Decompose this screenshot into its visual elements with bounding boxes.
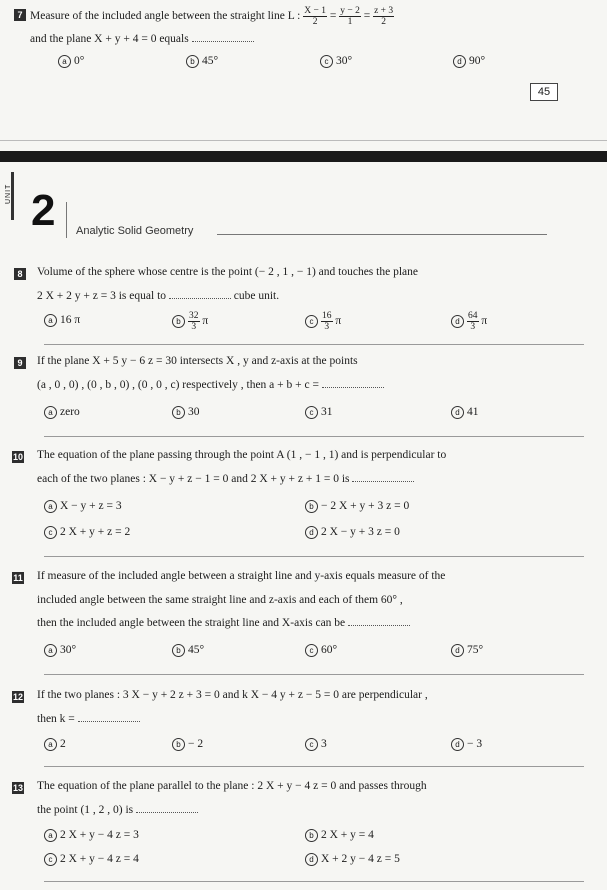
question-text-part: Measure of the included angle between the straight line L :: [30, 10, 301, 23]
answer-blank: [192, 33, 254, 42]
answer-blank: [78, 713, 140, 722]
option-d[interactable]: d 2 X − y + 3 z = 0: [305, 526, 400, 539]
question-text: the point (1 , 2 , 0) is: [37, 804, 198, 816]
question-text: Volume of the sphere whose centre is the point (− 2 , 1 , − 1) and touches the plane: [37, 266, 418, 278]
answer-blank: [169, 290, 231, 299]
unit-label: UNIT: [5, 183, 12, 204]
page-number: 45: [530, 83, 558, 101]
fraction: $\frac{16}{3}$: [322, 311, 332, 332]
option-b[interactable]: b 30: [172, 406, 200, 419]
question-number: 9: [14, 357, 26, 369]
option-c[interactable]: c 2 X + y + z = 2: [44, 526, 130, 539]
question-text: The equation of the plane passing through the point A (1 , − 1 , 1) and is perpendicular to: [37, 449, 447, 461]
option-d[interactable]: d X + 2 y − 4 z = 5: [305, 853, 400, 866]
fraction: $\frac{z + 3}{2}$: [374, 6, 394, 27]
equals-sign: =: [363, 10, 371, 23]
option-d[interactable]: d 41: [451, 406, 479, 419]
fraction: $\frac{32}{3}$: [189, 311, 199, 332]
option-c[interactable]: c 31: [305, 406, 333, 419]
option-a[interactable]: a 2 X + y − 4 z = 3: [44, 829, 139, 842]
question-separator: [44, 881, 584, 882]
answer-blank: [352, 473, 414, 482]
option-a[interactable]: a 2: [44, 738, 66, 751]
option-a[interactable]: a 16 π: [44, 314, 80, 327]
option-b[interactable]: b − 2: [172, 738, 203, 751]
question-number: 8: [14, 268, 26, 280]
option-b[interactable]: b − 2 X + y + 3 z = 0: [305, 500, 409, 513]
option-c[interactable]: c 3: [305, 738, 327, 751]
question-text: If measure of the included angle between a straight line and y-axis equals measure of the: [37, 570, 446, 582]
question-separator: [44, 556, 584, 557]
question-number: 13: [13, 783, 24, 793]
option-a[interactable]: a 0°: [58, 55, 84, 68]
page-divider: [0, 140, 607, 141]
fraction: $\frac{64}{3}$: [468, 311, 478, 332]
unit-title-rule: [217, 234, 547, 235]
question-text: If the plane X + 5 y − 6 z = 30 intersects X , y and z-axis at the points: [37, 355, 358, 367]
answer-blank: [136, 804, 198, 813]
unit-title: Analytic Solid Geometry: [76, 225, 194, 237]
option-c[interactable]: c 60°: [305, 644, 337, 657]
option-d[interactable]: d 90°: [453, 55, 485, 68]
question-separator: [44, 344, 584, 345]
answer-blank: [348, 617, 410, 626]
unit-number: 2: [31, 186, 56, 235]
option-b[interactable]: b 45°: [172, 644, 204, 657]
option-b[interactable]: b $\frac{32}{3}$ π: [172, 311, 208, 332]
question-text: then k =: [37, 713, 140, 725]
option-d[interactable]: d 75°: [451, 644, 483, 657]
page-divider-bar: [0, 151, 607, 162]
question-separator: [44, 674, 584, 675]
question-text: 2 X + 2 y + z = 3 is equal to cube unit.: [37, 290, 280, 302]
question-number: 12: [13, 692, 24, 702]
question-text: and the plane X + y + 4 = 0 equals: [30, 33, 254, 45]
equals-sign: =: [329, 10, 337, 23]
option-c[interactable]: c 30°: [320, 55, 352, 68]
fraction: $\frac{X - 1}{2}$: [304, 6, 326, 27]
option-d[interactable]: d $\frac{64}{3}$ π: [451, 311, 487, 332]
option-d[interactable]: d − 3: [451, 738, 482, 751]
question-number: 7: [14, 9, 26, 21]
fraction: $\frac{y - 2}{1}$: [340, 6, 360, 27]
question-number: 11: [13, 573, 23, 583]
unit-number-divider: [66, 202, 67, 238]
question-text: [30, 6, 394, 27]
question-separator: [44, 436, 584, 437]
question-text: then the included angle between the straight line and X-axis can be: [37, 617, 410, 629]
option-a[interactable]: a X − y + z = 3: [44, 500, 122, 513]
question-text: included angle between the same straight line and z-axis and each of them 60° ,: [37, 594, 403, 606]
option-a[interactable]: a zero: [44, 406, 80, 419]
option-b[interactable]: b 2 X + y = 4: [305, 829, 374, 842]
question-text: (a , 0 , 0) , (0 , b , 0) , (0 , 0 , c) respectively , then a + b + c =: [37, 379, 384, 391]
option-c[interactable]: c $\frac{16}{3}$ π: [305, 311, 341, 332]
option-c[interactable]: c 2 X + y − 4 z = 4: [44, 853, 139, 866]
option-b[interactable]: b 45°: [186, 55, 218, 68]
question-text: The equation of the plane parallel to the plane : 2 X + y − 4 z = 0 and passes through: [37, 780, 427, 792]
question-number: 10: [13, 452, 24, 462]
question-separator: [44, 766, 584, 767]
option-a[interactable]: a 30°: [44, 644, 76, 657]
question-text: If the two planes : 3 X − y + 2 z + 3 = 0 and k X − 4 y + z − 5 = 0 are perpendicular ,: [37, 689, 428, 701]
answer-blank: [322, 379, 384, 388]
question-text: each of the two planes : X − y + z − 1 = 0 and 2 X + y + z + 1 = 0 is: [37, 473, 414, 485]
